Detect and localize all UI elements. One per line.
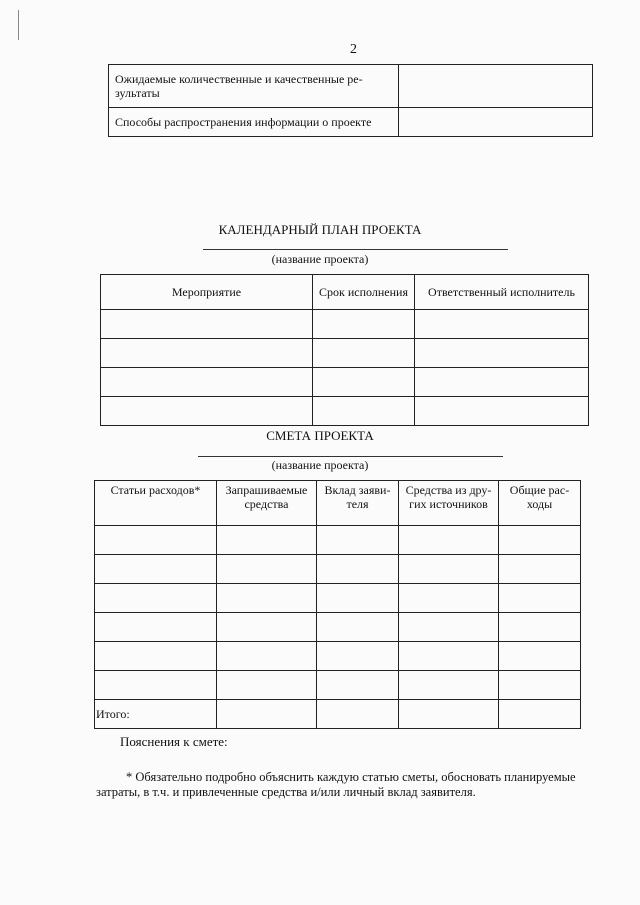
column-header-requested-funds: Запрашиваемые средства [217,481,317,526]
table-row [101,310,589,339]
table-row [95,584,581,613]
column-header-responsible: Ответственный исполнитель [415,275,589,310]
table-row [101,368,589,397]
budget-notes-title: Пояснения к смете: [120,734,228,749]
info-dissemination-label: Способы распространения информации о проекте [109,108,399,137]
table-row [101,397,589,426]
table-row [101,339,589,368]
budget-project-name-caption: (название проекта) [271,458,369,472]
table-row [95,555,581,584]
column-header-other-sources: Средства из дру-гих источников [399,481,499,526]
table-header-row [101,275,589,310]
column-header-activity: Мероприятие [101,275,313,310]
calendar-project-name-caption: (название проекта) [271,252,369,266]
page-number: 2 [350,42,357,57]
table-row [95,642,581,671]
table-row [109,65,593,108]
table-header-row [95,481,581,526]
table-row [109,108,593,137]
calendar-plan-title: КАЛЕНДАРНЫЙ ПЛАН ПРОЕКТА [218,222,422,237]
info-dissemination-value [399,108,593,137]
column-header-applicant-contribution: Вклад заяви-теля [317,481,399,526]
calendar-plan-table [100,274,589,426]
budget-notes-text: * Обязательно подробно объяснить каждую статью сметы, обосновать планируемые затраты, в т.ч. и привлеченные средства и/или личный вклад заявителя. [96,770,576,799]
budget-project-name-line [198,456,503,457]
table-row [95,671,581,700]
expected-results-value [399,65,593,108]
project-results-table [108,64,593,137]
column-header-deadline: Срок исполнения [313,275,415,310]
expected-results-label: Ожидаемые количественные и качественные ре-зультаты [109,65,399,108]
budget-title: СМЕТА ПРОЕКТА [266,428,374,443]
margin-mark [18,10,19,40]
total-label: Итого: [95,700,217,729]
column-header-expense-items: Статьи расходов* [95,481,217,526]
column-header-total-expenses: Общие рас-ходы [499,481,581,526]
project-name-line [203,249,508,250]
table-row [95,613,581,642]
budget-table [94,480,581,729]
total-row [95,700,581,729]
table-row [95,526,581,555]
